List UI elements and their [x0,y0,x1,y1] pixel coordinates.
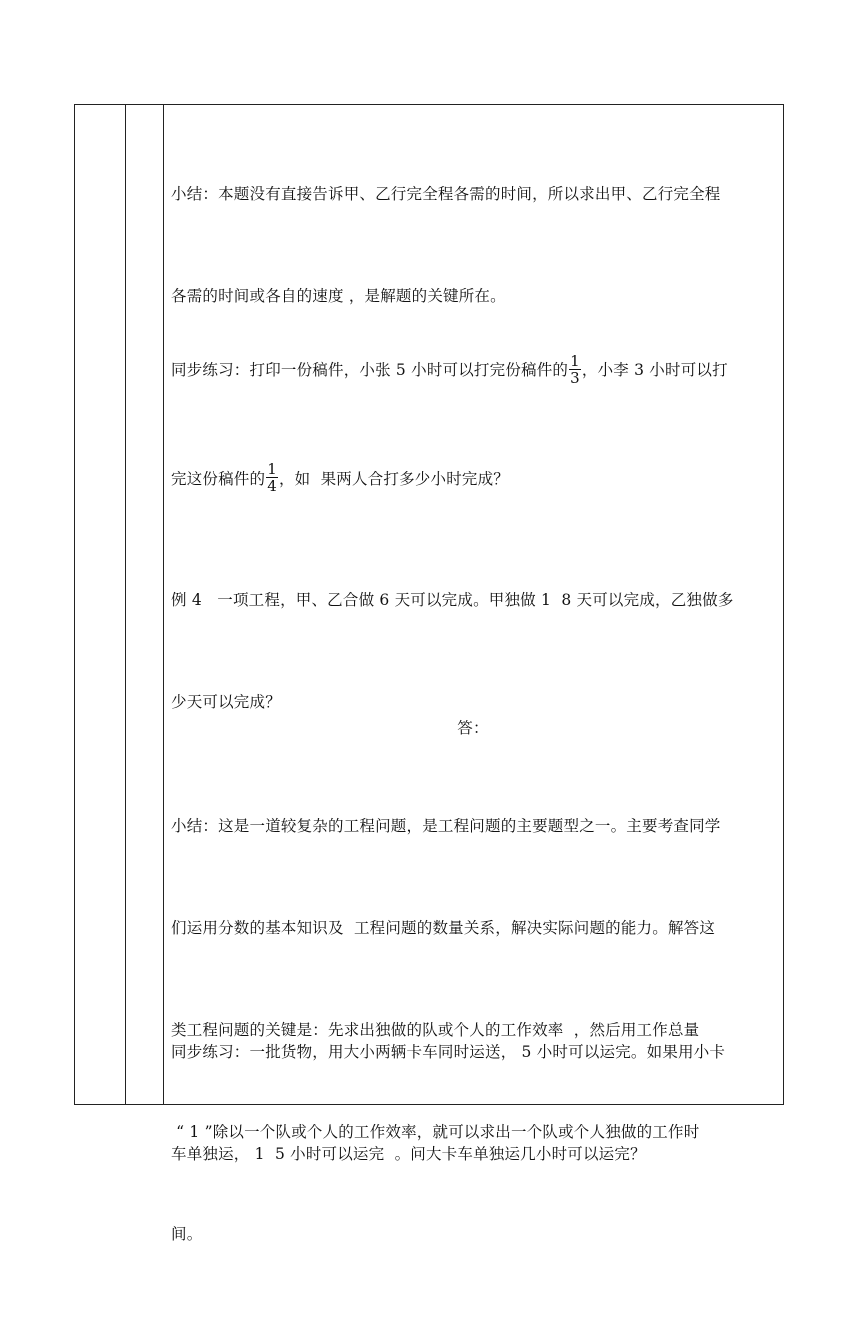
practice-1-text-a: 同步练习：打印一份稿件，小张 5 小时可以打完份稿件的 [171,361,569,379]
practice-1-line-1 [171,353,775,388]
practice-1-line-2 [171,462,775,497]
fraction-numerator: 1 [267,460,277,478]
practice-1-text-d: ，如 果两人合打多少小时完成？ [278,469,510,488]
summary-2-line-5: 间。 [171,1225,203,1243]
content-cell [171,105,783,1243]
practice-2-line-2: 车单独运， 1 5 小时可以运完 。问大卡车单独运几小时可以运完？ [171,1145,646,1163]
column-divider-2 [163,105,164,1104]
worksheet-table [74,104,784,1243]
summary-2-line-1: 小结：这是一道较复杂的工程问题，是工程问题的主要题型之一。主要考查同学 [171,817,721,835]
summary-2-line-2: 们运用分数的基本知识及 工程问题的数量关系，解决实际问题的能力。解答这 [171,919,716,937]
practice-2 [171,967,775,1239]
example-4-line-2: 少天可以完成？ [171,693,281,711]
summary-1-line-2: 各需的时间或各自的速度 ，是解题的关键所在。 [171,287,506,305]
practice-1-text-c: 完这份稿件的 [171,469,266,488]
summary-2-line-4: “ 1 ”除以一个队或个人的工作效率，就可以求出一个队或个人独做的工作时 [171,1123,700,1141]
practice-2-line-1: 同步练习：一批货物，用大小两辆卡车同时运送， 5 小时可以运完。如果用小卡 [171,1043,726,1061]
summary-2-line-3: 类工程问题的关键是：先求出独做的队或个人的工作效率 ，然后用工作总量 [171,1021,700,1039]
fraction-denominator: 3 [570,368,580,387]
practice-1-text-b: ，小李 3 小时可以打 [581,361,728,379]
fraction-denominator: 4 [267,477,277,495]
fraction-numerator: 1 [570,351,580,370]
fraction-one-third [569,353,581,386]
example-4-line-1: 例 4 一项工程，甲、乙合做 6 天可以完成。甲独做 1 8 天可以完成，乙独做多 [171,591,734,609]
answer-label: 答： [457,719,489,737]
summary-1-line-1: 小结：本题没有直接告诉甲、乙行完全程各需的时间，所以求出甲、乙行完全程 [171,185,721,203]
column-divider-1 [125,105,126,1104]
fraction-one-quarter [266,461,278,494]
